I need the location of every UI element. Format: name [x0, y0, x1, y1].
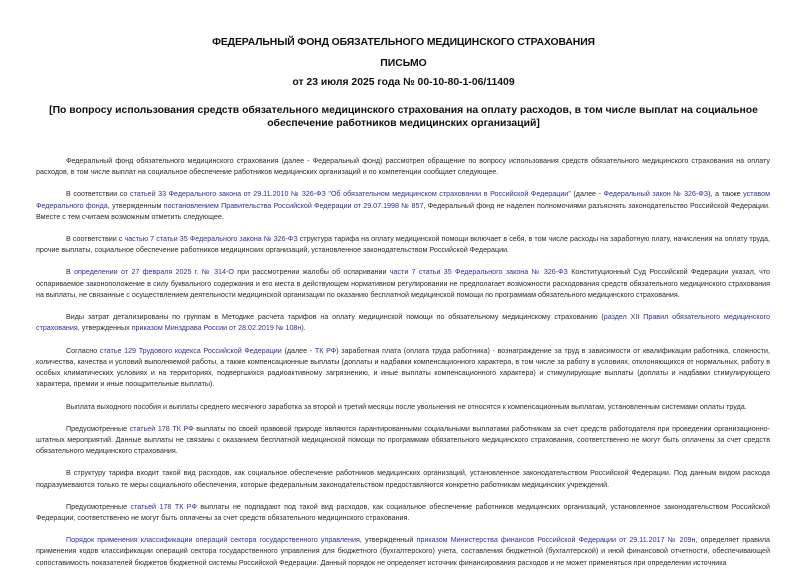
- paragraph-text: В соответствии с: [66, 235, 125, 244]
- paragraph-text: , определяет правила применения кодов классификации операций сектора государственного управления для бюджетного (бухгалтерского) учета, составления бюджетной (бухгалтерской) и иной финансовой отчетности, обеспечивающей сопоставимость показателей бюджетов бюджетной системы Российской Федерации. Данный порядок не определяет источник финансирования расходов и не может применяться при определении источника: [36, 536, 771, 567]
- paragraph-text: Согласно: [66, 346, 100, 355]
- document-link[interactable]: частью 7 статьи 35 Федерального закона № 326-ФЗ: [124, 235, 298, 244]
- paragraph: [36, 312, 770, 335]
- paragraph: [36, 234, 770, 257]
- document-link[interactable]: определении от 27 февраля 2025 г. № 314-О: [74, 268, 234, 277]
- document-date-number: от 23 июля 2025 года № 00-10-80-1-06/11409: [292, 77, 515, 88]
- paragraph-text: Выплата выходного пособия и выплаты среднего месячного заработка за второй и третий месяцы после увольнения не относятся к компенсационным выплатам, установленным системами оплаты труда.: [66, 402, 747, 411]
- paragraph-text: Виды затрат детализированы по группам в Методике расчета тарифов на оплату медицинской помощи по обязательному медицинскому страхованию (: [66, 313, 604, 322]
- paragraph: [36, 502, 770, 525]
- document-type-heading: ПИСЬМО: [380, 58, 427, 69]
- paragraph-text: при рассмотрении жалобы об оспаривании: [233, 268, 390, 277]
- paragraph-text: , утвержденным: [107, 201, 164, 210]
- document-link[interactable]: постановлением Правительства Российской Федерации от 29.07.1998 № 857: [163, 201, 424, 210]
- paragraph-text: Предусмотренные: [66, 424, 130, 433]
- document-body: [36, 156, 770, 580]
- paragraph: [36, 189, 770, 223]
- organization-heading: ФЕДЕРАЛЬНЫЙ ФОНД ОБЯЗАТЕЛЬНОГО МЕДИЦИНСКОГО СТРАХОВАНИЯ: [212, 37, 595, 48]
- paragraph-text: структура тарифа на оплату медицинской помощи включает в себя, в том числе расходы на заработную плату, начисления на оплату труда, прочие выплаты, социальное обеспечение работников медицинских организаций, установленное законодательством Российской Федерации.: [36, 235, 770, 255]
- document-link[interactable]: Порядок применения классификации операций сектора государственного управления: [66, 536, 360, 545]
- paragraph-text: В: [66, 268, 75, 277]
- paragraph-text: ), а также: [708, 190, 744, 199]
- paragraph-text: (далее -: [570, 190, 604, 199]
- paragraph-text: , утвержденный: [359, 536, 417, 545]
- paragraph: [36, 346, 770, 391]
- paragraph-text: выплаты по своей правовой природе являются гарантированными социальными выплатами работникам за счет средств работодателя при проведении организационно-штатных мероприятий. Данные выплаты не связаны с оказанием бесплатной медицинской помощи по программам обязательного медицинского страхования, соответственно не могут быть оплачены за счет средств обязательного медицинского страхования.: [36, 424, 770, 456]
- document-link[interactable]: уставом Федерального фонда: [36, 190, 770, 210]
- document-link[interactable]: приказом Министерства финансов Российской Федерации от 29.11.2017 № 209н: [416, 536, 696, 545]
- paragraph: [36, 468, 770, 491]
- paragraph: [36, 535, 770, 569]
- paragraph-text: Конституционный Суд Российской Федерации указал, что оспариваемое законоположение в силу буквального содержания и его места в действующем нормативном регулировании не предполагает возможности расходования средств обязательного медицинского страхования на выплаты, не связанные с осуществлением деятельности медицинской организации по оказанию бесплатной медицинской помощи по программам обязательного медицинского страхования.: [36, 268, 770, 300]
- paragraph-text: ) заработная плата (оплата труда работника) - вознаграждение за труд в зависимости от квалификации работника, сложности, количества, качества и условий выполняемой работы, а также компенсационные выплаты (доплаты и надбавки компенсационного характера, в том числе за работу в условиях, отклоняющихся от нормальных, работу в особых климатических условиях и на территориях, подвергшихся радиоактивному загрязнению, и иные выплаты компенсационного характера) и стимулирующие выплаты (доплаты и надбавки стимулирующего характера, премии и иные поощрительные выплаты).: [36, 346, 770, 389]
- paragraph-text: Предусмотренные: [66, 502, 131, 511]
- document-link[interactable]: статьей 178 ТК РФ: [129, 424, 194, 433]
- document-link[interactable]: Федеральный закон № 326-ФЗ: [603, 190, 709, 199]
- paragraph: [36, 267, 770, 301]
- paragraph-text: , утвержденных: [77, 324, 132, 333]
- paragraph-text: В соответствии со: [66, 190, 131, 199]
- paragraph-text: В структуру тарифа входит такой вид расходов, как социальное обеспечение работников медицинских организаций, установленное законодательством Российской Федерации. Под данным видом расхода подразумеваются только те меры социального обеспечения, которые федеральным законодательством предоставляются конкретно работникам медицинских учреждений.: [36, 469, 770, 489]
- document-link[interactable]: статьей 33 Федерального закона от 29.11.2010 № 326-ФЗ "Об обязательном медицинском страховании в Российской Федерации": [130, 190, 571, 199]
- paragraph-text: выплаты не подпадают под такой вид расходов, как социальное обеспечение работников медицинских организаций, установленное законодательством Российской Федерации, соответственно не могут быть оплачены за счет средств обязательного медицинского страхования.: [36, 502, 770, 522]
- paragraph-text: , Федеральный фонд не наделен полномочиями разъяснять законодательство Российской Федерации. Вместе с тем считаем возможным отметить следующее.: [36, 201, 770, 221]
- document-link[interactable]: статье 129 Трудового кодекса Российской Федерации: [99, 346, 282, 355]
- document-link[interactable]: ТК РФ: [314, 346, 337, 355]
- document-link[interactable]: приказом Минздрава России от 28.02.2019 № 108н: [131, 324, 302, 333]
- paragraph-text: ).: [301, 324, 306, 333]
- paragraph: [36, 156, 770, 179]
- paragraph: [36, 402, 770, 413]
- paragraph-text: (далее -: [281, 346, 315, 355]
- paragraph-text: Федеральный фонд обязательного медицинского страхования (далее - Федеральный фонд) рассмотрел обращение по вопросу использования средств обязательного медицинского страхования на оплату расходов, в том числе выплат на социальное обеспечение работников медицинских организаций и по компетенции сообщает следующее.: [36, 157, 770, 177]
- paragraph: [36, 424, 770, 458]
- document-subject: [По вопросу использования средств обязательного медицинского страхования на оплату расходов, в том числе выплат на социальное обеспечение работников медицинских организаций]: [49, 105, 758, 129]
- document-link[interactable]: раздел XII Правил обязательного медицинского страхования: [36, 313, 771, 333]
- document-link[interactable]: части 7 статьи 35 Федерального закона № 326-ФЗ: [389, 268, 568, 277]
- document-link[interactable]: статьей 178 ТК РФ: [130, 502, 197, 511]
